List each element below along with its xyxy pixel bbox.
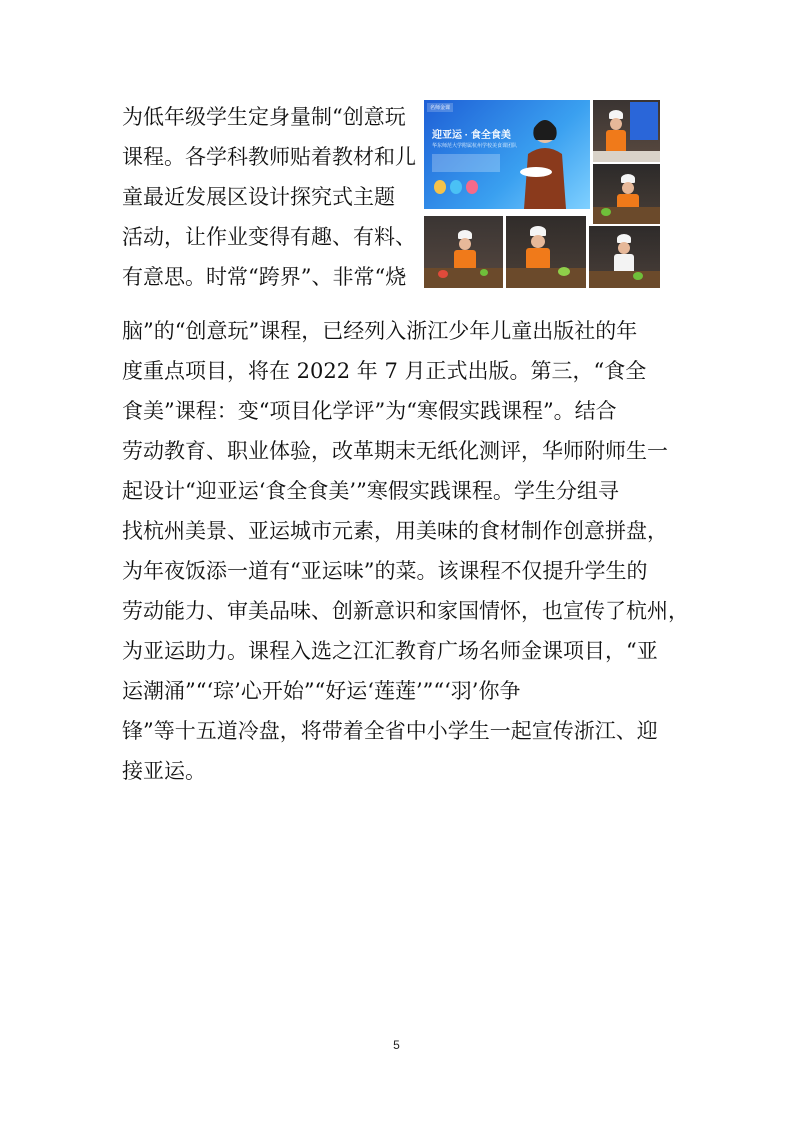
photo-collage <box>424 100 660 288</box>
cooking-photo <box>593 100 660 162</box>
text-line: 劳动教育、职业体验，改革期末无纸化测评，华师附师生一 <box>122 439 668 463</box>
poster-subtitle: 华东师范大学附属杭州学校美食课团队 <box>432 143 518 149</box>
teacher-figure <box>516 114 574 209</box>
cooking-photo <box>593 164 660 224</box>
page-number: 5 <box>393 1038 400 1052</box>
cooking-photo <box>506 216 586 288</box>
cooking-photo <box>589 226 660 288</box>
mascot-icon <box>434 180 446 194</box>
poster-tag: 名师金课 <box>427 103 453 112</box>
text-line: 脑”的“创意玩”课程，已经列入浙江少年儿童出版社的年 <box>122 319 638 343</box>
cooking-photo <box>424 216 503 288</box>
text-line: 童最近发展区设计探究式主题 <box>122 185 395 209</box>
text-line: 接亚运。 <box>122 759 206 783</box>
text-line: 为亚运助力。课程入选之江汇教育广场名师金课项目，“亚 <box>122 639 658 663</box>
text-line: 度重点项目，将在 2022 年 7 月正式出版。第三，“食全 <box>122 359 647 383</box>
text-line: 找杭州美景、亚运城市元素，用美味的食材制作创意拼盘， <box>122 519 668 543</box>
text-line: 起设计“迎亚运‘食全食美’”寒假实践课程。学生分组寻 <box>122 479 619 503</box>
text-line: 有意思。时常“跨界”、非常“烧 <box>122 265 407 289</box>
text-line: 锋”等十五道冷盘，将带着全省中小学生一起宣传浙江、迎 <box>122 719 658 743</box>
text-line: 食美”课程：变“项目化学评”为“寒假实践课程”。结合 <box>122 399 617 423</box>
text-line: 为年夜饭添一道有“亚运味”的菜。该课程不仅提升学生的 <box>122 559 648 583</box>
text-line: 为低年级学生定身量制“创意玩 <box>122 105 406 129</box>
course-poster-image <box>424 100 590 209</box>
text-line: 运潮涌”“‘琮’心开始”“好运‘莲莲’”“‘羽’你争 <box>122 679 521 703</box>
text-line: 劳动能力、审美品味、创新意识和家国情怀，也宣传了杭州， <box>122 599 689 623</box>
poster-names-box <box>432 154 500 172</box>
mascot-icon <box>466 180 478 194</box>
text-line: 活动，让作业变得有趣、有料、 <box>122 225 416 249</box>
poster-title: 迎亚运 · 食全食美 <box>432 130 511 141</box>
teacher-tag <box>630 102 658 140</box>
text-line: 课程。各学科教师贴着教材和儿 <box>122 145 416 169</box>
mascot-icon <box>450 180 462 194</box>
